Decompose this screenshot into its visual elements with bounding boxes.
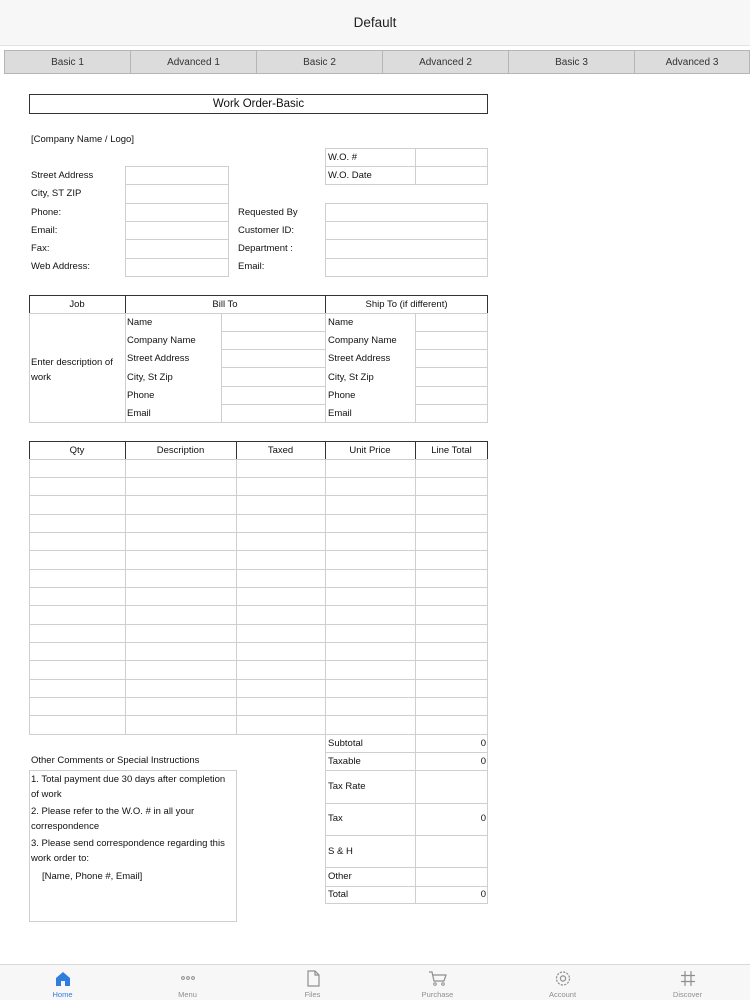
item-row-divider <box>29 697 488 698</box>
item-row-divider <box>29 587 488 588</box>
comment-line-1: 1. Total payment due 30 days after completion <box>31 774 226 785</box>
tax-label: Tax <box>328 813 343 824</box>
item-row-divider <box>29 477 488 478</box>
bill-email-label: Email <box>127 408 151 419</box>
divider <box>415 367 488 368</box>
divider <box>325 803 488 804</box>
tabbar-label: Discover <box>672 990 703 999</box>
tabbar-discover[interactable] <box>625 965 750 1000</box>
divider <box>125 258 229 259</box>
tabbar-purchase[interactable] <box>375 965 500 1000</box>
wo-date-field[interactable] <box>416 167 487 184</box>
divider <box>221 386 325 387</box>
divider <box>221 349 325 350</box>
description-header: Description <box>156 445 205 456</box>
divider <box>125 459 126 735</box>
hash-icon <box>678 969 698 987</box>
divider <box>125 203 229 204</box>
item-row-divider <box>29 642 488 643</box>
tabbar-menu[interactable] <box>125 965 250 1000</box>
ship-email-label: Email <box>328 408 352 419</box>
divider <box>325 239 488 240</box>
item-row-divider <box>29 532 488 533</box>
tabbar-label: Files <box>304 990 321 999</box>
shipping-label: S & H <box>328 846 353 857</box>
wo-number-field[interactable] <box>416 149 487 166</box>
divider <box>325 886 488 887</box>
ship-company-label: Company Name <box>328 335 397 346</box>
tab-basic-1[interactable]: Basic 1 <box>4 50 130 74</box>
bottom-tab-bar <box>0 964 750 1000</box>
comment-line-7: [Name, Phone #, Email] <box>42 871 143 882</box>
divider <box>415 349 488 350</box>
item-row-divider <box>29 495 488 496</box>
divider <box>415 459 416 735</box>
bill-name-label: Name <box>127 317 153 328</box>
divider <box>125 239 229 240</box>
total-value: 0 <box>480 889 486 900</box>
street-address-label: Street Address <box>31 170 94 181</box>
divider <box>415 734 416 904</box>
nav-title: Default <box>353 15 397 30</box>
gear-icon <box>553 969 573 987</box>
request-fields[interactable] <box>325 203 488 277</box>
tabbar-label: Home <box>52 990 73 999</box>
request-email-label: Email: <box>238 261 265 272</box>
divider <box>325 221 488 222</box>
tabbar-label: Purchase <box>421 990 454 999</box>
item-row-divider <box>29 569 488 570</box>
divider <box>236 459 237 735</box>
comment-line-5: 3. Please send correspondence regarding this <box>31 838 225 849</box>
item-row-divider <box>29 679 488 680</box>
qty-header: Qty <box>69 445 85 456</box>
tab-advanced-2[interactable]: Advanced 2 <box>382 50 508 74</box>
divider <box>221 313 222 423</box>
file-icon <box>303 969 323 987</box>
bill-street-label: Street Address <box>127 353 190 364</box>
total-label: Total <box>328 889 349 900</box>
customer-id-label: Customer ID: <box>238 225 294 236</box>
comment-line-3: 2. Please refer to the W.O. # in all your <box>31 806 195 817</box>
line-total-header: Line Total <box>431 445 472 456</box>
job-description[interactable]: Enter description of work <box>31 357 113 383</box>
tab-basic-2[interactable]: Basic 2 <box>256 50 382 74</box>
comments-header: Other Comments or Special Instructions <box>31 755 200 766</box>
divider <box>325 752 488 753</box>
email-label: Email: <box>31 225 58 236</box>
ship-to-header: Ship To (if different) <box>365 299 448 310</box>
divider <box>325 459 326 735</box>
department-label: Department : <box>238 243 293 254</box>
tax-value: 0 <box>480 813 486 824</box>
tabbar-label: Account <box>548 990 577 999</box>
divider <box>221 367 325 368</box>
home-icon <box>53 969 73 987</box>
other-label: Other <box>328 871 352 882</box>
web-address-label: Web Address: <box>31 261 90 272</box>
tabbar-label: Menu <box>178 990 197 999</box>
unit-price-header: Unit Price <box>349 445 391 456</box>
cart-icon <box>428 969 448 987</box>
subtotal-label: Subtotal <box>328 738 363 749</box>
item-row-divider <box>29 715 488 716</box>
bill-to-header: Bill To <box>212 299 238 310</box>
divider <box>325 313 326 423</box>
tabbar-files[interactable] <box>250 965 375 1000</box>
tabbar-account[interactable] <box>500 965 625 1000</box>
taxable-label: Taxable <box>328 756 361 767</box>
divider <box>415 386 488 387</box>
comment-line-6: work order to: <box>31 853 90 864</box>
divider <box>125 184 229 185</box>
tab-basic-3[interactable]: Basic 3 <box>508 50 634 74</box>
template-tabs <box>4 50 750 74</box>
job-header: Job <box>69 299 85 310</box>
requested-by-label: Requested By <box>238 207 298 218</box>
wo-number-label: W.O. # <box>328 152 358 163</box>
more-icon <box>178 969 198 987</box>
ship-phone-label: Phone <box>328 390 356 401</box>
divider <box>221 404 325 405</box>
item-row-divider <box>29 550 488 551</box>
divider <box>415 331 488 332</box>
ship-name-label: Name <box>328 317 354 328</box>
bill-phone-label: Phone <box>127 390 155 401</box>
item-row-divider <box>29 605 488 606</box>
bill-company-label: Company Name <box>127 335 196 346</box>
tax-rate-label: Tax Rate <box>328 781 366 792</box>
tabbar-home[interactable] <box>0 965 125 1000</box>
item-row-divider <box>29 514 488 515</box>
city-zip-label: City, ST ZIP <box>31 188 82 199</box>
divider <box>415 404 488 405</box>
divider <box>125 221 229 222</box>
form-title[interactable]: Work Order-Basic <box>212 98 305 110</box>
taxed-header: Taxed <box>267 445 294 456</box>
taxable-value: 0 <box>480 756 486 767</box>
wo-date-label: W.O. Date <box>328 170 372 181</box>
item-row-divider <box>29 660 488 661</box>
divider <box>325 770 488 771</box>
fax-label: Fax: <box>31 243 50 254</box>
tab-advanced-3[interactable]: Advanced 3 <box>634 50 750 74</box>
divider <box>325 258 488 259</box>
nav-bar <box>0 0 750 46</box>
company-name[interactable]: [Company Name / Logo] <box>31 134 134 145</box>
divider <box>325 867 488 868</box>
ship-city-label: City, St Zip <box>328 372 374 383</box>
bill-city-label: City, St Zip <box>127 372 173 383</box>
comment-line-4: correspondence <box>31 821 100 832</box>
items-table-body[interactable] <box>29 459 488 735</box>
subtotal-value: 0 <box>480 738 486 749</box>
divider <box>125 313 126 423</box>
divider <box>221 331 325 332</box>
tab-advanced-1[interactable]: Advanced 1 <box>130 50 256 74</box>
phone-label: Phone: <box>31 207 62 218</box>
item-row-divider <box>29 624 488 625</box>
comment-line-2: of work <box>31 789 62 800</box>
divider <box>325 835 488 836</box>
ship-street-label: Street Address <box>328 353 391 364</box>
divider <box>415 313 416 423</box>
